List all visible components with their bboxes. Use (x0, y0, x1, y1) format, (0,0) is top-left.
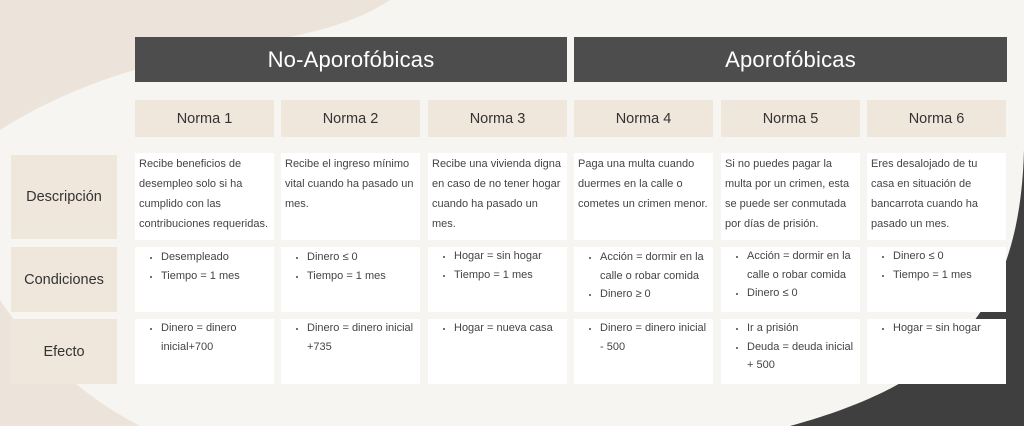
condicion-item: • Desempleado (161, 248, 271, 267)
condiciones-list (139, 248, 271, 285)
descripcion-text: Paga una multa cuando duermes en la calle o cometes un crimen menor. (578, 158, 708, 210)
efecto-item: • Dinero = dinero inicial+700 (161, 319, 271, 356)
condicion-item: • Acción = dormir en la calle o robar comida (747, 247, 857, 284)
efecto-item: • Deuda = deuda inicial + 500 (747, 338, 857, 375)
condicion-item: • Dinero ≤ 0 (307, 248, 417, 267)
efecto-cell-1 (135, 319, 274, 384)
efecto-cell-2 (281, 319, 420, 384)
condiciones-cell-5 (721, 247, 860, 312)
efecto-list (578, 319, 710, 356)
descripcion-text: Recibe una vivienda digna en caso de no tener hogar cuando ha pasado un mes. (432, 158, 562, 230)
condiciones-list (871, 247, 1003, 284)
condiciones-cell-4 (574, 247, 713, 312)
descripcion-text: Eres desalojado de tu casa en situación de bancarrota cuando ha pasado un mes. (871, 158, 979, 230)
condicion-item: • Dinero ≥ 0 (600, 285, 710, 304)
condiciones-list (432, 247, 564, 284)
condicion-item: • Tiempo = 1 mes (307, 267, 417, 286)
norm-header-1: Norma 1 (135, 100, 274, 137)
group-header-no-aporofobicas: No-Aporofóbicas (135, 37, 567, 82)
efecto-cell-4 (574, 319, 713, 384)
condicion-item: • Dinero ≤ 0 (893, 247, 1003, 266)
efecto-list (871, 319, 1003, 338)
efecto-item: • Dinero = dinero inicial - 500 (600, 319, 710, 356)
norm-header-4: Norma 4 (574, 100, 713, 137)
group-header-aporofobicas: Aporofóbicas (574, 37, 1007, 82)
condiciones-cell-6 (867, 247, 1006, 312)
condiciones-list (578, 248, 710, 304)
row-label-descripcion: Descripción (11, 155, 117, 239)
condicion-item: • Tiempo = 1 mes (161, 267, 271, 286)
descripcion-text: Si no puedes pagar la multa por un crimen, esta se puede ser conmutada por días de prisión. (725, 158, 850, 230)
norm-header-5: Norma 5 (721, 100, 860, 137)
condicion-item: • Tiempo = 1 mes (893, 266, 1003, 285)
row-label-efecto: Efecto (11, 319, 117, 384)
condiciones-list (725, 247, 857, 303)
efecto-list (432, 319, 564, 338)
norm-header-2: Norma 2 (281, 100, 420, 137)
efecto-item: • Hogar = sin hogar (893, 319, 1003, 338)
efecto-cell-3 (428, 319, 567, 384)
efecto-item: • Dinero = dinero inicial +735 (307, 319, 417, 356)
row-label-condiciones: Condiciones (11, 247, 117, 312)
condiciones-cell-1 (135, 247, 274, 312)
efecto-list (139, 319, 271, 356)
condiciones-cell-3 (428, 247, 567, 312)
condiciones-list (285, 248, 417, 285)
descripcion-cell-2 (281, 153, 420, 240)
descripcion-cell-1 (135, 153, 274, 240)
efecto-item: • Hogar = nueva casa (454, 319, 564, 338)
condicion-item: • Dinero ≤ 0 (747, 284, 857, 303)
efecto-cell-6 (867, 319, 1006, 384)
efecto-list (725, 319, 857, 375)
descripcion-cell-6 (867, 153, 1006, 240)
descripcion-cell-4 (574, 153, 713, 240)
descripcion-text: Recibe beneficios de desempleo solo si ha cumplido con las contribuciones requeridas. (139, 158, 269, 230)
condiciones-cell-2 (281, 247, 420, 312)
efecto-item: • Ir a prisión (747, 319, 857, 338)
condicion-item: • Acción = dormir en la calle o robar comida (600, 248, 710, 285)
efecto-list (285, 319, 417, 356)
descripcion-text: Recibe el ingreso mínimo vital cuando ha pasado un mes. (285, 158, 414, 210)
condicion-item: • Tiempo = 1 mes (454, 266, 564, 285)
descripcion-cell-3 (428, 153, 567, 240)
efecto-cell-5 (721, 319, 860, 384)
norm-header-6: Norma 6 (867, 100, 1006, 137)
descripcion-cell-5 (721, 153, 860, 240)
condicion-item: • Hogar = sin hogar (454, 247, 564, 266)
norm-header-3: Norma 3 (428, 100, 567, 137)
